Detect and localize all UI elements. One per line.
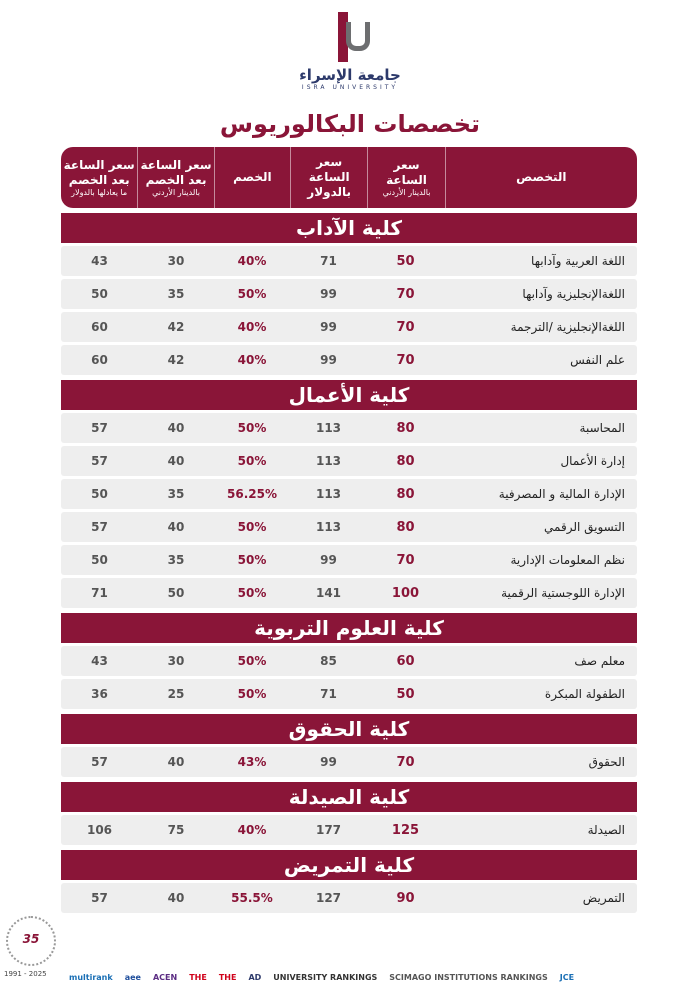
cell-usd-hour: 99 — [320, 287, 337, 301]
anniversary-seal: 35 — [6, 916, 56, 966]
cell-after-usd: 57 — [91, 454, 108, 468]
ranking-badge: ACEN — [152, 972, 178, 982]
table-row — [61, 545, 637, 575]
college-heading: كلية التمريض — [61, 850, 637, 880]
table-row — [61, 883, 637, 913]
cell-after-usd: 106 — [86, 823, 113, 837]
header-after-jod: سعر الساعة بعد الخصم بالدينار الأردني — [137, 147, 213, 208]
cell-discount: 50% — [237, 687, 267, 701]
table-row — [61, 246, 637, 276]
cell-major: نظم المعلومات الإدارية — [510, 553, 625, 567]
header-after-usd: سعر الساعة بعد الخصم ما يعادلها بالدولار — [63, 157, 135, 197]
cell-jod-hour: 50 — [396, 686, 415, 702]
cell-after-jod: 50 — [167, 586, 185, 600]
cell-jod-hour: 80 — [396, 519, 415, 535]
college-heading: كلية الصيدلة — [61, 782, 637, 812]
ranking-badge: THE — [218, 972, 237, 982]
cell-after-jod: 25 — [167, 687, 185, 701]
cell-discount: 50% — [237, 586, 267, 600]
cell-after-usd: 36 — [91, 687, 108, 701]
cell-after-usd: 50 — [91, 553, 108, 567]
cell-jod-hour: 50 — [396, 253, 415, 269]
cell-jod-hour: 90 — [396, 890, 415, 906]
university-name-ar: جامعة الإسراء — [299, 66, 401, 84]
cell-jod-hour: 70 — [396, 286, 415, 302]
table-row — [61, 413, 637, 443]
cell-usd-hour: 71 — [320, 254, 337, 268]
cell-after-jod: 35 — [167, 287, 185, 301]
ranking-badge: JCE — [559, 972, 575, 982]
cell-major: علم النفس — [570, 353, 625, 367]
cell-major: الحقوق — [588, 755, 625, 769]
table-row — [61, 747, 637, 777]
college-heading: كلية الأعمال — [61, 380, 637, 410]
cell-jod-hour: 80 — [396, 486, 415, 502]
ranking-badge: THE — [189, 972, 207, 982]
cell-discount: 40% — [237, 823, 267, 837]
ranking-badge: UNIVERSITY RANKINGS — [273, 972, 378, 982]
cell-discount: 50% — [237, 454, 267, 468]
cell-after-jod: 40 — [167, 454, 185, 468]
cell-usd-hour: 99 — [320, 320, 337, 334]
cell-usd-hour: 113 — [315, 421, 342, 435]
cell-jod-hour: 70 — [396, 352, 415, 368]
cell-after-usd: 43 — [91, 654, 108, 668]
cell-discount: 43% — [237, 755, 267, 769]
cell-discount: 55.5% — [231, 891, 273, 905]
cell-usd-hour: 99 — [320, 353, 337, 367]
table-header — [61, 147, 637, 208]
cell-after-jod: 35 — [167, 487, 185, 501]
college-heading: كلية الحقوق — [61, 714, 637, 744]
table-row — [61, 679, 637, 709]
cell-discount: 50% — [237, 421, 267, 435]
cell-major: اللغةالإنجليزية وآدابها — [522, 287, 625, 301]
table-row — [61, 446, 637, 476]
cell-after-usd: 60 — [91, 320, 108, 334]
cell-after-usd: 71 — [91, 586, 108, 600]
cell-after-jod: 42 — [167, 320, 185, 334]
cell-discount: 50% — [237, 654, 267, 668]
cell-after-jod: 40 — [167, 755, 185, 769]
cell-usd-hour: 99 — [320, 553, 337, 567]
table-body — [61, 213, 637, 913]
table-row — [61, 279, 637, 309]
cell-jod-hour: 70 — [396, 319, 415, 335]
page-title: تخصصات البكالوريوس — [219, 110, 481, 138]
cell-usd-hour: 113 — [315, 454, 342, 468]
cell-after-usd: 43 — [91, 254, 108, 268]
cell-major: اللغةالإنجليزية /الترجمة — [510, 320, 625, 334]
cell-after-jod: 35 — [167, 553, 185, 567]
cell-jod-hour: 80 — [396, 453, 415, 469]
cell-major: الإدارة اللوجستية الرقمية — [501, 586, 625, 600]
table-row — [61, 646, 637, 676]
cell-discount: 40% — [237, 254, 267, 268]
cell-after-usd: 50 — [91, 487, 108, 501]
cell-discount: 50% — [237, 287, 267, 301]
cell-jod-hour: 125 — [391, 822, 420, 838]
cell-after-usd: 57 — [91, 755, 108, 769]
table-row — [61, 578, 637, 608]
cell-after-jod: 30 — [167, 654, 185, 668]
cell-after-jod: 40 — [167, 421, 185, 435]
college-heading: كلية الآداب — [61, 213, 637, 243]
cell-major: الصيدلة — [587, 823, 625, 837]
cell-jod-hour: 80 — [396, 420, 415, 436]
cell-usd-hour: 127 — [315, 891, 342, 905]
logo-mark — [320, 8, 380, 64]
cell-usd-hour: 141 — [315, 586, 342, 600]
cell-major: المحاسبة — [579, 421, 625, 435]
cell-after-usd: 57 — [91, 891, 108, 905]
cell-usd-hour: 99 — [320, 755, 337, 769]
cell-after-usd: 57 — [91, 520, 108, 534]
college-heading: كلية العلوم التربوية — [61, 613, 637, 643]
cell-after-usd: 60 — [91, 353, 108, 367]
ranking-badge: aee — [124, 972, 141, 982]
cell-after-usd: 57 — [91, 421, 108, 435]
cell-usd-hour: 113 — [315, 487, 342, 501]
header-discount: الخصم — [214, 147, 290, 208]
anniversary-years: 1991 - 2025 — [4, 970, 47, 978]
cell-after-jod: 40 — [167, 891, 185, 905]
university-name-en: ISRA UNIVERSITY — [301, 84, 399, 91]
ranking-badge: multirank — [69, 972, 113, 982]
university-logo — [0, 8, 700, 91]
ranking-badges — [66, 968, 696, 986]
table-row — [61, 512, 637, 542]
cell-major: الطفولة المبكرة — [544, 687, 625, 701]
cell-usd-hour: 113 — [315, 520, 342, 534]
cell-usd-hour: 177 — [315, 823, 342, 837]
cell-after-jod: 42 — [167, 353, 185, 367]
table-row — [61, 479, 637, 509]
cell-major: التمريض — [582, 891, 625, 905]
cell-major: إدارة الأعمال — [560, 454, 625, 468]
cell-major: الإدارة المالية و المصرفية — [498, 487, 625, 501]
cell-jod-hour: 60 — [396, 653, 415, 669]
cell-major: معلم صف — [574, 654, 625, 668]
table-row — [61, 815, 637, 845]
ranking-badge: SCIMAGO INSTITUTIONS RANKINGS — [389, 972, 548, 982]
cell-discount: 50% — [237, 553, 267, 567]
cell-discount: 50% — [237, 520, 267, 534]
cell-usd-hour: 85 — [320, 654, 337, 668]
cell-discount: 40% — [237, 320, 267, 334]
cell-usd-hour: 71 — [320, 687, 337, 701]
cell-discount: 40% — [237, 353, 267, 367]
table-row — [61, 345, 637, 375]
cell-after-jod: 40 — [167, 520, 185, 534]
cell-after-jod: 75 — [167, 823, 185, 837]
fees-table — [61, 147, 637, 913]
cell-major: التسويق الرقمي — [544, 520, 625, 534]
ranking-badge: AD — [248, 972, 262, 982]
header-major: التخصص — [445, 147, 637, 208]
cell-discount: 56.25% — [227, 487, 277, 501]
table-row — [61, 312, 637, 342]
header-jod-hour: سعر الساعة بالدينار الأردني — [367, 147, 444, 208]
cell-jod-hour: 70 — [396, 754, 415, 770]
cell-after-usd: 50 — [91, 287, 108, 301]
cell-after-jod: 30 — [167, 254, 185, 268]
cell-jod-hour: 70 — [396, 552, 415, 568]
header-usd-hour: سعر الساعة بالدولار — [290, 147, 367, 208]
cell-major: اللغة العربية وآدابها — [531, 254, 625, 268]
cell-jod-hour: 100 — [391, 585, 420, 601]
